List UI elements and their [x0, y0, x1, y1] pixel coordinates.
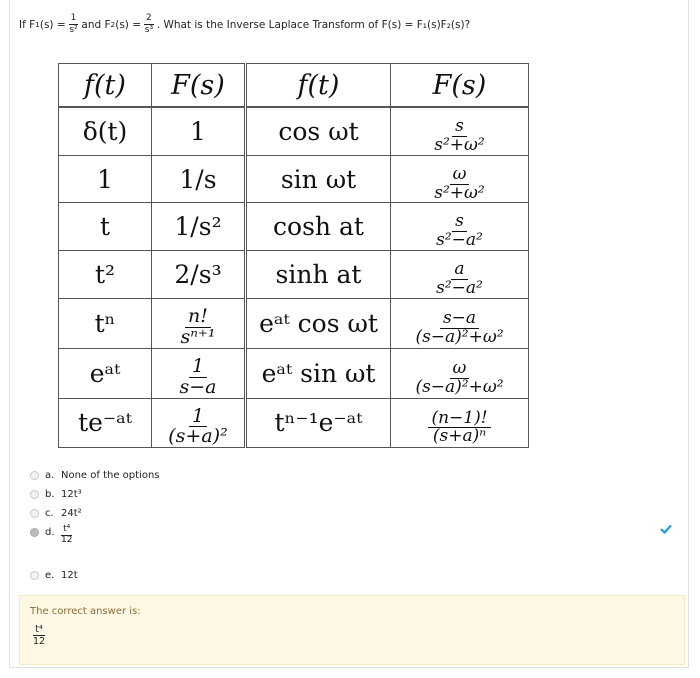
table-header-row — [59, 64, 529, 108]
cell-ft: eᵃᵗ — [59, 348, 152, 398]
f1-fraction — [69, 14, 79, 35]
cell-fs-fraction — [152, 398, 246, 448]
f1-numerator: 1 — [70, 13, 77, 23]
fraction-numerator: ω — [450, 166, 470, 185]
f1-denominator: s² — [69, 25, 78, 35]
option-c[interactable] — [30, 504, 160, 522]
option-d[interactable] — [30, 523, 160, 565]
option-b[interactable] — [30, 485, 160, 503]
table-row — [59, 251, 529, 299]
cell-fs-fraction — [391, 203, 529, 251]
table-row — [59, 107, 529, 155]
cell-fs-fraction — [391, 348, 529, 398]
option-letter: e. — [45, 569, 55, 581]
radio-button[interactable] — [30, 571, 39, 580]
question-suffix: . What is the Inverse Laplace Transform of F(s) = F₁(s)F₂(s)? — [156, 18, 471, 31]
feedback-fraction — [33, 624, 45, 648]
cell-fs-fraction — [391, 155, 529, 203]
fraction-denominator: s²−a² — [436, 230, 483, 251]
table-row — [59, 398, 529, 448]
cell-fs: 1/s — [152, 155, 246, 203]
table-row — [59, 203, 529, 251]
cell-fs: 1 — [152, 107, 246, 155]
cell-ft: t — [59, 203, 152, 251]
option-letter: a. — [45, 469, 55, 481]
cell-fs: 2/s³ — [152, 251, 246, 299]
radio-button[interactable] — [30, 471, 39, 480]
fraction-denominator: s²+ω² — [434, 182, 485, 203]
cell-ft: te⁻ᵃᵗ — [59, 398, 152, 448]
cell-ft: sin ωt — [246, 155, 391, 203]
fraction-denominator: (s+a)² — [168, 425, 228, 448]
fraction-numerator: 1 — [189, 407, 207, 428]
option-letter: c. — [45, 507, 54, 519]
f2-fraction — [144, 14, 154, 35]
option-a[interactable] — [30, 466, 160, 484]
option-text: 12t³ — [61, 488, 82, 500]
cell-ft: δ(t) — [59, 107, 152, 155]
fraction-numerator: (n−1)! — [428, 410, 490, 429]
cell-fs-fraction — [391, 298, 529, 348]
header-ft-2: f(t) — [246, 64, 391, 108]
cell-fs: 1/s² — [152, 203, 246, 251]
table-row — [59, 155, 529, 203]
option-text: 24t² — [61, 507, 82, 519]
f2-denominator: s³ — [144, 25, 154, 35]
option-letter: d. — [45, 527, 55, 538]
fraction-denominator: (s−a)²+ω² — [415, 326, 504, 347]
check-icon — [660, 523, 672, 538]
f2-equals: (s) = — [115, 18, 142, 31]
feedback-title: The correct answer is: — [30, 606, 141, 617]
fraction-numerator: t⁴ — [35, 624, 43, 635]
cell-ft: cosh at — [246, 203, 391, 251]
cell-ft: eᵃᵗ sin ωt — [246, 348, 391, 398]
cell-fs-fraction — [391, 398, 529, 448]
radio-button-selected[interactable] — [30, 528, 39, 537]
fraction-denominator: s−a — [179, 375, 217, 398]
radio-button[interactable] — [30, 509, 39, 518]
option-text: 12t — [61, 569, 78, 581]
radio-button[interactable] — [30, 490, 39, 499]
f2-numerator: 2 — [146, 13, 152, 23]
header-fs-1: F(s) — [152, 64, 246, 108]
option-fraction — [61, 525, 72, 546]
fraction-denominator: 12 — [61, 534, 73, 545]
fraction-numerator: s — [452, 213, 467, 232]
correct-answer-feedback — [19, 595, 685, 665]
fraction-numerator: s−a — [440, 310, 479, 329]
and-text: and F — [81, 18, 111, 31]
fraction-numerator: t⁴ — [63, 524, 71, 534]
cell-fs-fraction — [152, 348, 246, 398]
fraction-numerator: a — [451, 261, 467, 280]
cell-fs-fraction — [391, 107, 529, 155]
table-row — [59, 298, 529, 348]
cell-ft: cos ωt — [246, 107, 391, 155]
fraction-denominator: (s+a)ⁿ — [432, 426, 487, 447]
cell-ft: tⁿ — [59, 298, 152, 348]
answer-options — [30, 466, 160, 585]
option-e[interactable] — [30, 566, 160, 584]
cell-ft: tⁿ⁻¹e⁻ᵃᵗ — [246, 398, 391, 448]
question-prefix: If F — [19, 18, 36, 31]
cell-ft: 1 — [59, 155, 152, 203]
fraction-numerator: ω — [450, 360, 470, 379]
cell-fs-fraction — [391, 251, 529, 299]
option-letter: b. — [45, 488, 55, 500]
question-text: If F 1 (s) = $\frac{1}{\text{s²}}$ and F 2 (s) = $\frac{2}{\text{s³}}$ . What is the Inverse Laplace Transform of F(s) = F₁(s)F₂(s)? — [19, 13, 471, 35]
fraction-denominator: s²+ω² — [434, 134, 485, 155]
fraction-denominator: s²−a² — [436, 277, 483, 298]
option-text: None of the options — [61, 469, 160, 481]
fraction-denominator: 12 — [33, 636, 46, 648]
fraction-numerator: s — [452, 118, 467, 137]
header-fs-2: F(s) — [391, 64, 529, 108]
fraction-numerator: 1 — [189, 357, 207, 378]
fraction-denominator: (s−a)²+ω² — [415, 376, 504, 397]
fraction-denominator: sⁿ⁺¹ — [180, 325, 216, 348]
cell-ft: t² — [59, 251, 152, 299]
cell-fs-fraction — [152, 298, 246, 348]
cell-ft: sinh at — [246, 251, 391, 299]
table-row — [59, 348, 529, 398]
laplace-table — [58, 63, 529, 448]
cell-ft: eᵃᵗ cos ωt — [246, 298, 391, 348]
header-ft-1: f(t) — [59, 64, 152, 108]
f1-equals: (s) = — [39, 18, 66, 31]
fraction-numerator: n! — [185, 307, 211, 328]
